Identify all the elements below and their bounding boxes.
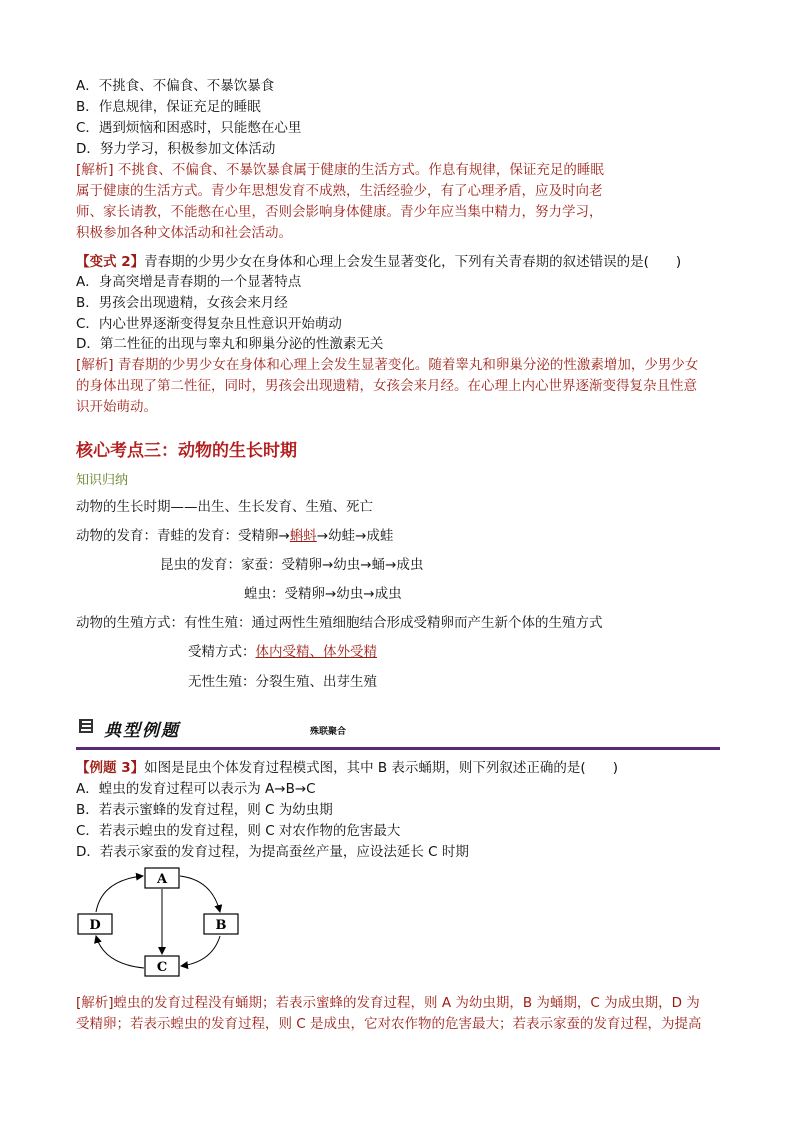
option-a: A．蝗虫的发育过程可以表示为 A→B→C bbox=[76, 781, 316, 797]
analysis-line: 的身体出现了第二性征，同时，男孩会出现遗精，女孩会来月经。在心理上内心世界逐渐变得复杂且性意 bbox=[76, 378, 697, 394]
section-subheading: 知识归纳 bbox=[76, 473, 129, 488]
arrow-d-to-a bbox=[96, 876, 143, 912]
analysis-line: 师、家长请教，不能憋在心里，否则会影响身体健康。青少年应当集中精力，努力学习， bbox=[76, 204, 603, 220]
analysis-line: [解析] 青春期的少男少女在身体和心理上会发生显著变化。随着睾丸和卵巢分泌的性激素增加，少男少女 bbox=[76, 357, 699, 373]
variant2-question bbox=[76, 252, 681, 272]
analysis-line: 识开始萌动。 bbox=[76, 399, 157, 415]
frog-dev-label: 动物的发育：青蛙的发育：受精卵→ bbox=[76, 528, 290, 544]
insect-development-diagram bbox=[70, 862, 250, 982]
option-b: B．作息规律，保证充足的睡眠 bbox=[76, 99, 261, 115]
analysis-line: 受精卵；若表示蝗虫的发育过程，则 C 是成虫，它对农作物的危害最大；若表示家蚕的发育过程，为提高 bbox=[76, 1016, 702, 1032]
asexual-line: 无性生殖：分裂生殖、出芽生殖 bbox=[188, 674, 377, 690]
analysis-line: 积极参加各种文体活动和社会活动。 bbox=[76, 225, 292, 241]
fertilization-line bbox=[188, 642, 377, 662]
option-c: C．内心世界逐渐变得复杂且性意识开始萌动 bbox=[76, 316, 342, 332]
node-a-label: A bbox=[156, 872, 168, 887]
variant2-tag: 【变式 2】 bbox=[76, 254, 145, 270]
knowledge-line: 动物的生长时期——出生、生长发育、生殖、死亡 bbox=[76, 499, 373, 515]
typical-examples-note: 殊联聚合 bbox=[310, 727, 347, 737]
section-divider bbox=[76, 747, 720, 750]
example3-tag: 【例题 3】 bbox=[76, 760, 145, 776]
typical-examples-title: 典型例题 bbox=[104, 721, 180, 741]
analysis-line: [解析] 不挑食、不偏食、不暴饮暴食属于健康的生活方式。作息有规律，保证充足的睡眠 bbox=[76, 162, 604, 178]
arrow-c-to-d bbox=[96, 936, 144, 968]
option-b: B．若表示蜜蜂的发育过程，则 C 为幼虫期 bbox=[76, 802, 333, 818]
tadpole-term: 蝌蚪 bbox=[289, 528, 317, 544]
option-a: A．身高突增是青春期的一个显著特点 bbox=[76, 274, 302, 290]
book-icon bbox=[78, 718, 94, 734]
section-heading: 核心考点三：动物的生长时期 bbox=[76, 441, 297, 461]
frog-dev-line bbox=[76, 526, 393, 546]
example3-stem: 如图是昆虫个体发育过程模式图，其中 B 表示蛹期，则下列叙述正确的是( ) bbox=[144, 760, 618, 776]
insect-dev-line: 昆虫的发育：家蚕：受精卵→幼虫→蛹→成虫 bbox=[160, 557, 424, 573]
arrow-b-to-c bbox=[181, 936, 220, 966]
example3-question bbox=[76, 758, 618, 778]
option-d: D．第二性征的出现与睾丸和卵巢分泌的性激素无关 bbox=[76, 336, 384, 352]
analysis-line: 属于健康的生活方式。青少年思想发育不成熟，生活经验少，有了心理矛盾，应及时向老 bbox=[76, 183, 603, 199]
node-b-label: B bbox=[215, 918, 227, 933]
node-c-label: C bbox=[156, 960, 168, 975]
option-d: D．若表示家蚕的发育过程，为提高蚕丝产量，应设法延长 C 时期 bbox=[76, 844, 469, 860]
fertilization-label: 受精方式： bbox=[188, 644, 256, 660]
fertilization-value: 体内受精、体外受精 bbox=[255, 644, 377, 660]
option-c: C．遇到烦恼和困惑时，只能憋在心里 bbox=[76, 120, 302, 136]
option-d: D．努力学习，积极参加文体活动 bbox=[76, 141, 276, 157]
node-d-label: D bbox=[89, 918, 101, 933]
option-a: A．不挑食、不偏食、不暴饮暴食 bbox=[76, 78, 275, 94]
frog-dev-rest: →幼蛙→成蛙 bbox=[316, 528, 394, 544]
option-b: B．男孩会出现遗精，女孩会来月经 bbox=[76, 295, 288, 311]
option-c: C．若表示蝗虫的发育过程，则 C 对农作物的危害最大 bbox=[76, 823, 401, 839]
arrow-a-to-b bbox=[180, 876, 220, 912]
analysis-line: [解析]蝗虫的发育过程没有蛹期；若表示蜜蜂的发育过程，则 A 为幼虫期，B 为蛹期，C 为成虫期，D 为 bbox=[76, 995, 700, 1011]
variant2-stem: 青春期的少男少女在身体和心理上会发生显著变化，下列有关青春期的叙述错误的是( ) bbox=[144, 254, 682, 270]
repro-line: 动物的生殖方式：有性生殖：通过两性生殖细胞结合形成受精卵而产生新个体的生殖方式 bbox=[76, 615, 603, 631]
locust-dev-line: 蝗虫：受精卵→幼虫→成虫 bbox=[244, 586, 402, 602]
